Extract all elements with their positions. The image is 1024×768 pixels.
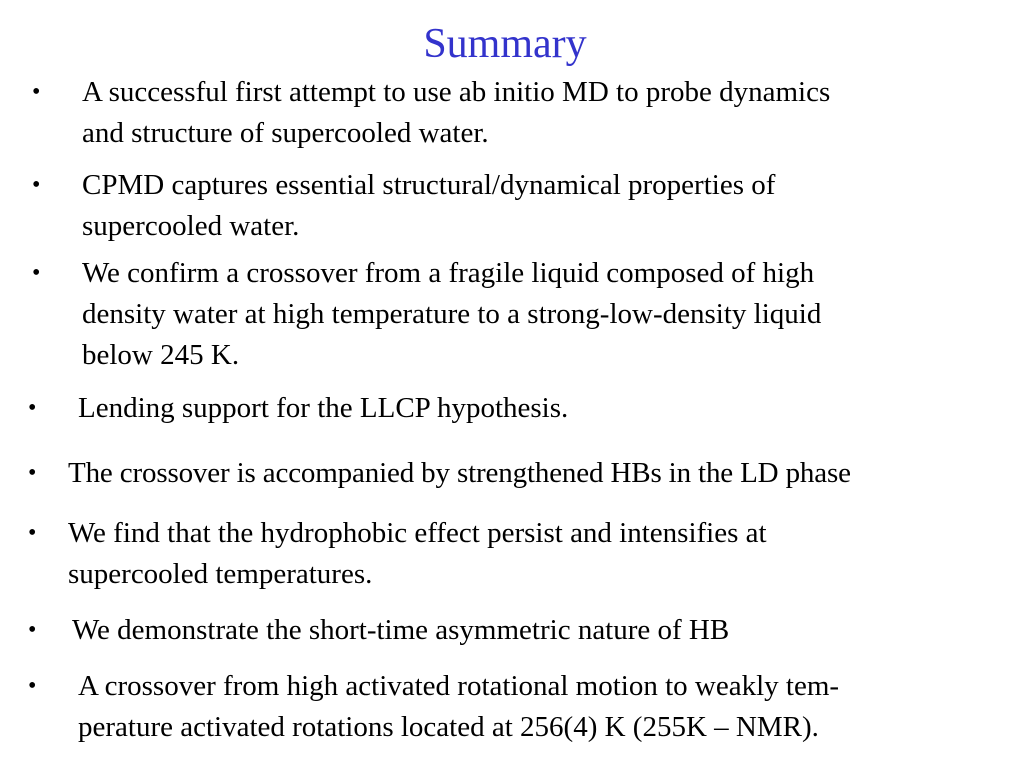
bullet-line: perature activated rotations located at 256(4) K (255K – NMR). (78, 711, 819, 743)
bullet-item-7 (28, 610, 998, 651)
bullet-line: A successful first attempt to use ab initio MD to probe dynamics (82, 76, 831, 108)
bullet-line: Lending support for the LLCP hypothesis. (78, 392, 569, 424)
bullet-item-3 (32, 253, 1002, 377)
bullet-line: density water at high temperature to a strong-low-density liquid (82, 298, 822, 330)
bullet-item-8 (28, 666, 998, 748)
bullet-line: and structure of supercooled water. (82, 117, 489, 149)
bullet-line: CPMD captures essential structural/dynamical properties of (82, 169, 776, 201)
slide-title: Summary (423, 21, 587, 67)
bullet-line: below 245 K. (82, 339, 240, 371)
bullet-icon: • (32, 79, 41, 105)
bullet-item-2 (32, 165, 1002, 247)
bullet-item-5 (28, 453, 1018, 494)
bullet-line: supercooled water. (82, 210, 300, 242)
bullet-icon: • (28, 520, 37, 546)
bullet-icon: • (28, 395, 37, 421)
bullet-line: A crossover from high activated rotational motion to weakly tem- (78, 670, 840, 702)
bullet-line: supercooled temperatures. (68, 558, 373, 590)
bullet-line: We demonstrate the short-time asymmetric nature of HB (72, 614, 730, 646)
bullet-icon: • (28, 673, 37, 699)
bullet-line: We confirm a crossover from a fragile liquid composed of high (82, 257, 815, 289)
bullet-icon: • (32, 260, 41, 286)
bullet-icon: • (28, 617, 37, 643)
bullet-item-1 (32, 72, 1002, 154)
bullet-icon: • (32, 172, 41, 198)
bullet-line: We find that the hydrophobic effect persist and intensifies at (68, 517, 767, 549)
bullet-item-4 (28, 388, 998, 429)
bullet-item-6 (28, 513, 998, 595)
bullet-icon: • (28, 460, 37, 486)
bullet-line: The crossover is accompanied by strengthened HBs in the LD phase (68, 457, 851, 489)
